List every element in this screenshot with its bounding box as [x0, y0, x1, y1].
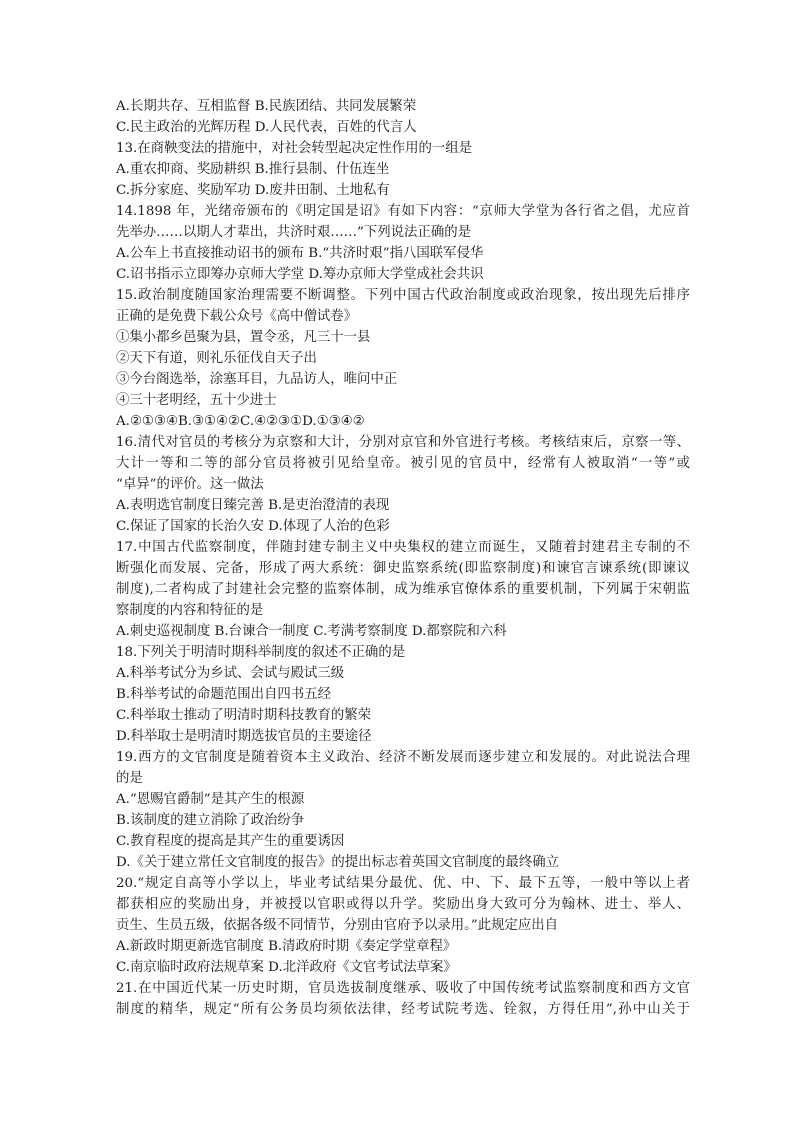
- text-line: C.南京临时政府法规草案 D.北洋政府《文官考试法草案》: [116, 960, 457, 975]
- text-line: 的是: [116, 771, 143, 786]
- text-line: A.“恩赐官爵制”是其产生的根源: [116, 792, 305, 807]
- text-line: 先举办……以期人才辈出，共济时艰……”下列说法正确的是: [116, 225, 472, 240]
- text-line: A.刺史巡视制度 B.台谏合一制度 C.考满考察制度 D.都察院和六科: [116, 624, 507, 639]
- text-line: 制度),二者构成了封建社会完整的监察体制，成为维承官僚体系的重要机制，下列属于宋朝监: [116, 582, 690, 597]
- text-line: A.②①③④B.③①④②C.④②③①D.①③④②: [116, 414, 365, 429]
- question-15-stem: 15.政治制度随国家治理需要不断调整。下列中国古代政治制度或政治现象，按出现先后排序: [116, 288, 690, 303]
- text-line: C.教育程度的提高是其产生的重要诱因: [116, 834, 345, 849]
- text-line: ①集小都乡邑聚为县，置令丞，凡三十一县: [116, 330, 371, 345]
- text-line: 断强化而发展、完备，形成了两大系统：御史监察系统(即监察制度)和谏官言谏系统(即谏议: [116, 561, 690, 576]
- question-17-stem: 17.中国古代监察制度，伴随封建专制主义中央集权的建立而诞生，又随着封建君主专制的不: [116, 540, 690, 555]
- question-18-stem: 18.下列关于明清时期科举制度的叙述不正确的是: [116, 645, 406, 660]
- text-line: A.重农抑商、奖励耕织 B.推行县制、什伍连坐: [116, 162, 390, 177]
- text-line: 大计一等和二等的部分官员将被引见给皇帝。被引见的官员中，经常有人被取消“一等”或: [116, 456, 690, 471]
- text-line: A.长期共存、互相监督 B.民族团结、共同发展繁荣: [116, 99, 417, 114]
- text-line: B.科举考试的命题范围出自四书五经: [116, 687, 331, 702]
- question-21-stem: 21.在中国近代某一历史时期，官员选拔制度继承、吸收了中国传统考试监察制度和西方文官: [116, 981, 690, 996]
- text-line: A.公车上书直接推动诏书的颁布 B.“共济时艰”指八国联军侵华: [116, 246, 484, 261]
- text-line: ②天下有道，则礼乐征伐自天子出: [116, 351, 317, 366]
- text-line: C.保证了国家的长治久安 D.体现了人治的色彩: [116, 519, 390, 534]
- text-line: 察制度的内容和特征的是: [116, 603, 264, 618]
- question-14-stem: 14.1898 年，光绪帝颁布的《明定国是诏》有如下内容：“京师大学堂为各行省之倡，尤应首: [116, 204, 690, 219]
- text-line: 制度的精华，规定“所有公务员均须依法律，经考试院考选、铨叙，方得任用”,孙中山关于: [116, 1002, 690, 1017]
- text-line: 贡生、生员五级，依据各级不同情节，分别由官府予以录用。”此规定应出自: [116, 918, 559, 933]
- question-19-stem: 19.西方的文官制度是随着资本主义政治、经济不断发展而逐步建立和发展的。对此说法合理: [116, 750, 690, 765]
- text-line: C.民主政治的光辉历程 D.人民代表，百姓的代言人: [116, 120, 417, 135]
- question-13-stem: 13.在商鞅变法的措施中，对社会转型起决定性作用的一组是: [116, 141, 473, 156]
- text-line: A.表明选官制度日臻完善 B.是吏治澄清的表现: [116, 498, 390, 513]
- text-line: D.科举取士是明清时期选拔官员的主要途径: [116, 729, 372, 744]
- text-line: 正确的是免费下载公众号《高中僧试卷》: [116, 309, 358, 324]
- question-16-stem: 16.清代对官员的考核分为京察和大计，分别对京官和外官进行考核。考核结束后，京察一等、: [116, 435, 690, 450]
- text-line: 都获相应的奖励出身，并被授以官职或得以升学。奖励出身大致可分为翰林、进士、举人、: [116, 897, 690, 912]
- question-20-stem: 20.“规定自高等小学以上，毕业考试结果分最优、优、中、下、最下五等，一般中等以上者: [116, 876, 690, 891]
- text-line: ④三十老明经，五十少进士: [116, 393, 277, 408]
- question-text-block: [116, 96, 690, 1020]
- text-line: C.拆分家庭、奖励军功 D.废井田制、土地私有: [116, 183, 390, 198]
- text-line: B.该制度的建立消除了政治纷争: [116, 813, 305, 828]
- text-line: A.新政时期更新选官制度 B.清政府时期《奏定学堂章程》: [116, 939, 457, 954]
- text-line: A.科举考试分为乡试、会试与殿试三级: [116, 666, 345, 681]
- text-line: D.《关于建立常任文官制度的报告》的提出标志着英国文官制度的最终确立: [116, 855, 560, 870]
- text-line: “卓异”的评价。这一做法: [116, 477, 264, 492]
- text-line: C.诏书指示立即筹办京师大学堂 D.筹办京师大学堂成社会共识: [116, 267, 484, 282]
- text-line: ③今台阁选举，涂塞耳目，九品访人，唯问中正: [116, 372, 398, 387]
- text-line: C.科举取士推动了明清时期科技教育的繁荣: [116, 708, 372, 723]
